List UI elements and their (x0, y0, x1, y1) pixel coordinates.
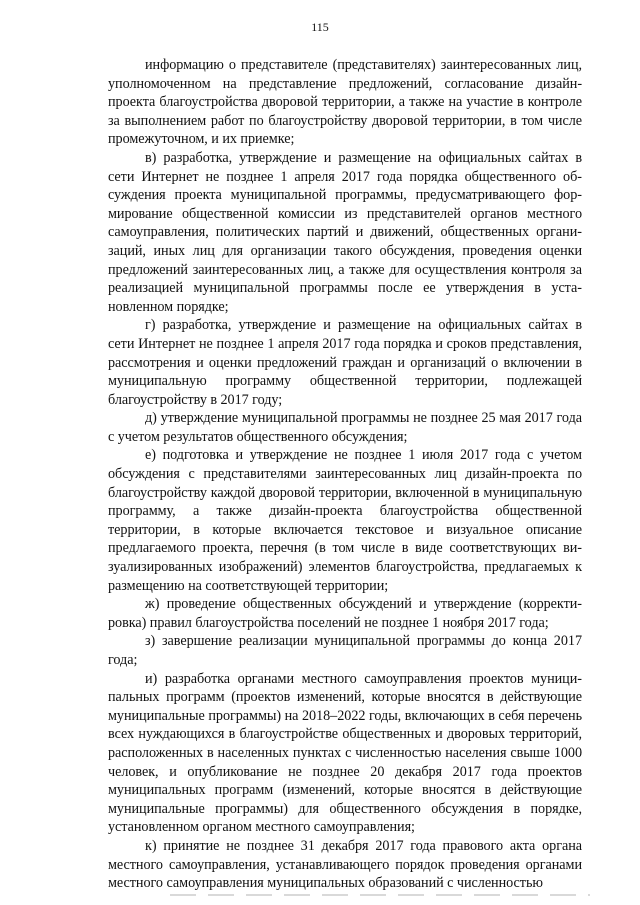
paragraph-item-e: е) подготовка и утверждение не позднее 1 июля 2017 года с учетом обсуждения с представителями заинтересованных лиц дизайн-проекта по благоустройству каждой дворовой территории, включенной в муниципальную программу, а также дизайн-проекта благоустройства общественной территории, в которые включается текстовое и визуальное описание предлагаемого проекта, перечня (в том числе в виде соответствующих визуализированных изображений) элементов благоустройства, предлагаемых к размещению на соответствующей территории; (108, 447, 582, 594)
paragraph-item-zh: ж) проведение общественных обсуждений и утверждение (корректировка) правил благоустройства поселений не позднее 1 ноября 2017 года; (108, 596, 582, 631)
paragraph-item-g: г) разработка, утверждение и размещение на официальных сайтах в сети Интернет не позднее 1 апреля 2017 года порядка и сроков представления, рассмотрения и оценки предложений граждан и организаций о включении в муниципальную программу общественной территории, подлежащей благоустройству в 2017 году; (108, 317, 582, 408)
scan-edge-artifact (170, 894, 590, 896)
paragraph-item-z: з) завершение реализации муниципальной программы до конца 2017 года; (108, 633, 582, 668)
paragraph-item-k: к) принятие не позднее 31 декабря 2017 года правового акта органа местного самоуправления, устанавливающего порядок проведения органами местного самоуправления муниципальных образований с численностью (108, 837, 582, 892)
document-body (108, 56, 582, 893)
page-number: 115 (311, 20, 329, 34)
paragraph-item-d: д) утверждение муниципальной программы не позднее 25 мая 2017 года с учетом результатов общественного обсуждения; (108, 410, 582, 445)
paragraph-item-v: в) разработка, утверждение и размещение на официальных сайтах в сети Интернет не позднее 1 апреля 2017 года порядка общественного обсуждения проекта муниципальной программы, предусматривающего формирование общественной комиссии из представителей органов местного самоуправления, политических партий и движений, общественных организаций, иных лиц для организации такого обсуждения, проведения оценки предложений заинтересованных лиц, а также для осуществления контроля за реализацией муниципальной программы после ее утверждения в установленном порядке; (108, 149, 582, 315)
paragraph-representative-info: информацию о представителе (представителях) заинтересованных лиц, уполномоченном на представление предложений, согласование дизайн-проекта благоустройства дворовой территории, а также на участие в контроле за выполнением работ по благоустройству дворовой территории, в том числе промежуточном, и их приемке; (108, 57, 582, 148)
paragraph-item-i: и) разработка органами местного самоуправления проектов муниципальных программ (проектов изменений, которые вносятся в действующие муниципальные программы) на 2018–2022 годы, включающих в себя перечень всех нуждающихся в благоустройстве общественных и дворовых территорий, расположенных в населенных пунктах с численностью населения свыше 1000 человек, и опубликование не позднее 20 декабря 2017 года проектов муниципальных программ (изменений, которые вносятся в действующие муниципальные программы) для общественного обсуждения в порядке, установленном органом местного самоуправления; (108, 670, 582, 836)
